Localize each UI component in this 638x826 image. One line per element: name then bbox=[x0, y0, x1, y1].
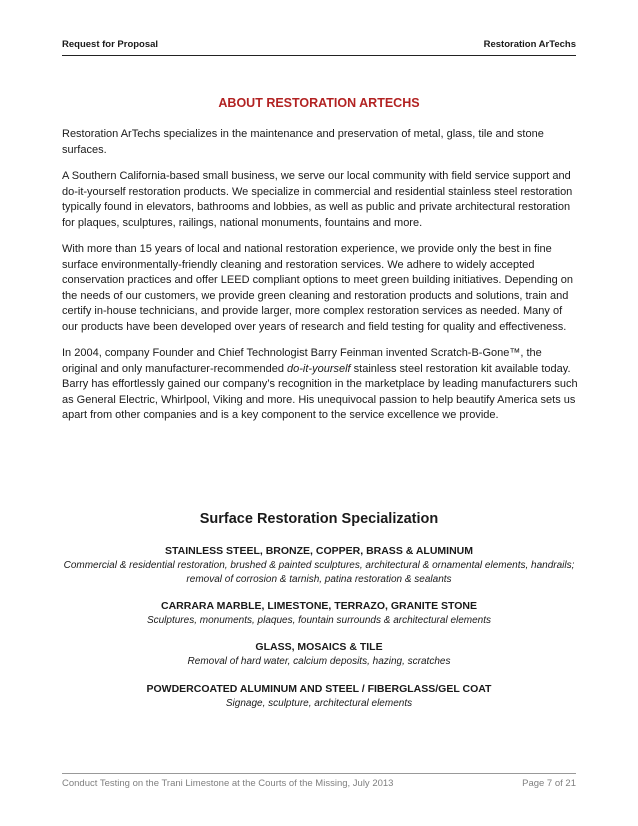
specialization-title: STAINLESS STEEL, BRONZE, COPPER, BRASS & ALUMINUM bbox=[164, 545, 474, 557]
specialization-desc: Removal of hard water, calcium deposits, hazing, scratches bbox=[187, 656, 451, 667]
paragraph-4-part-b: stainless steel restoration kit available today. Barry has effortlessly gained our company’s recognition in the marketplace by leading manufacturers such as General Electric, Whirlpool, Viking and more. His unequivocal passion to help beautify America sets us apart from other companies and is a key component to the service excellence we provide. bbox=[62, 362, 578, 421]
paragraph-4 bbox=[62, 346, 578, 424]
section-title: Surface Restoration Specialization bbox=[199, 511, 439, 527]
specialization-title: CARRARA MARBLE, LIMESTONE, TERRAZO, GRANITE STONE bbox=[161, 600, 477, 612]
page-footer bbox=[62, 778, 576, 789]
paragraph-4-part-a: In 2004, company Founder and Chief Technologist Barry Feinman invented Scratch-B-Gone™, the original and only manufacturer-recommended bbox=[62, 347, 542, 375]
footer-left: Conduct Testing on the Trani Limestone at the Courts of the Missing, July 2013 bbox=[62, 778, 394, 789]
specialization-title: GLASS, MOSAICS & TILE bbox=[255, 641, 383, 653]
specialization-item bbox=[50, 640, 588, 669]
specialization-item bbox=[50, 599, 588, 628]
header-right: Restoration ArTechs bbox=[483, 39, 576, 50]
paragraph-4-emphasis: do-it-yourself bbox=[287, 362, 351, 375]
paragraph-3: With more than 15 years of local and national restoration experience, we provide only the best in fine surface environmentally-friendly cleaning and restoration services. We adhere to widely accepted conservation practices and offer LEED compliant options to meet green building initiatives. Depending on the needs of our customers, we provide green cleaning and restoration products and solutions, train and certify in-house technicians, and provide larger, more complex restoration services as needed. Many of our products have been developed over years of research and field testing for quality and effectiveness. bbox=[62, 243, 573, 333]
paragraph-2: A Southern California-based small business, we serve our local community with field service support and do-it-yourself restoration products. We specialize in commercial and residential stainless steel restoration typically found in elevators, bathrooms and lobbies, as well as public and private architectural restoration for plaques, sculptures, railings, national monuments, fountains and more. bbox=[62, 170, 573, 229]
header-divider bbox=[62, 55, 576, 56]
specialization-title: POWDERCOATED ALUMINUM AND STEEL / FIBERGLASS/GEL COAT bbox=[146, 683, 492, 695]
specialization-desc: Signage, sculpture, architectural elements bbox=[225, 698, 413, 709]
page-number: Page 7 of 21 bbox=[522, 778, 576, 789]
about-body bbox=[62, 127, 578, 435]
paragraph-1: Restoration ArTechs specializes in the maintenance and preservation of metal, glass, tile and stone surfaces. bbox=[62, 128, 544, 156]
specialization-desc: Commercial & residential restoration, brushed & painted sculptures, architectural & ornamental elements, handrails; removal of corrosion & tarnish, patina restoration & sealants bbox=[63, 560, 575, 585]
specialization-desc: Sculptures, monuments, plaques, fountain surrounds & architectural elements bbox=[146, 615, 492, 626]
footer-divider bbox=[62, 773, 576, 774]
specialization-item bbox=[50, 544, 588, 587]
page-title: ABOUT RESTORATION ARTECHS bbox=[218, 96, 420, 110]
page-header bbox=[62, 39, 576, 50]
header-left: Request for Proposal bbox=[62, 39, 159, 50]
specialization-item bbox=[50, 682, 588, 711]
